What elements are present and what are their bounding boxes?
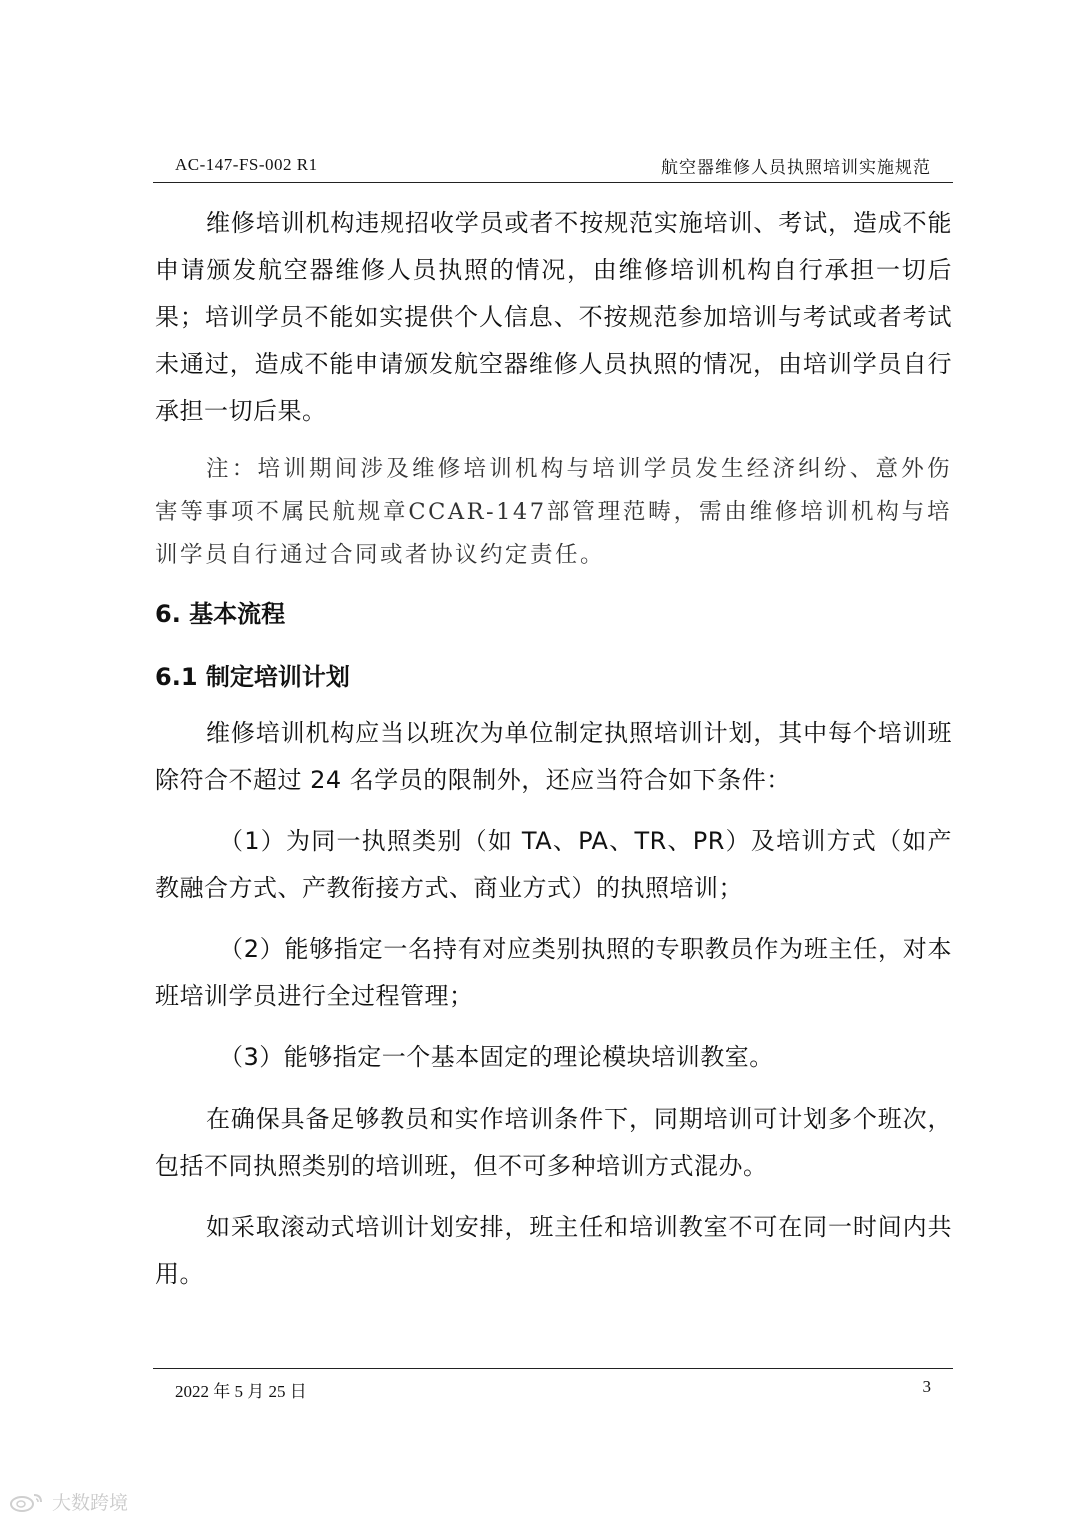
section-heading-6-1: 6.1 制定培训计划 (155, 663, 350, 691)
document-title: 航空器维修人员执照培训实施规范 (661, 157, 931, 178)
watermark-text: 大数跨境 (52, 1492, 129, 1514)
paragraph-multiple-classes: 在确保具备足够教员和实作培训条件下，同期培训可计划多个班次，包括不同执照类别的培训班，但不可多种培训方式混办。 (155, 1105, 952, 1180)
section-heading-6: 6. 基本流程 (155, 600, 286, 628)
weibo-logo-icon (8, 1491, 48, 1513)
paragraph-plan: 维修培训机构应当以班次为单位制定执照培训计划，其中每个培训班除符合不超过 24 名学员的限制外，还应当符合如下条件： (155, 719, 952, 794)
paragraph-responsibility: 维修培训机构违规招收学员或者不按规范实施培训、考试，造成不能申请颁发航空器维修人员执照的情况，由维修培训机构自行承担一切后果；培训学员不能如实提供个人信息、不按规范参加培训与考试或者考试未通过，造成不能申请颁发航空器维修人员执照的情况，由培训学员自行承担一切后果。 (155, 209, 952, 425)
page-number: 3 (922, 1377, 931, 1396)
list-item-condition-1: （1）为同一执照类别（如 TA、PA、TR、PR）及培训方式（如产教融合方式、产教衔接方式、商业方式）的执照培训； (155, 827, 952, 902)
watermark (8, 1488, 128, 1515)
list-item-condition-3: （3）能够指定一个基本固定的理论模块培训教室。 (219, 1043, 774, 1071)
document-code: AC-147-FS-002 R1 (175, 155, 318, 174)
page-footer (153, 1368, 953, 1402)
footer-date: 2022 年 5 月 25 日 (175, 1382, 307, 1401)
page-header (153, 148, 953, 183)
list-item-condition-2: （2）能够指定一名持有对应类别执照的专职教员作为班主任，对本班培训学员进行全过程管理； (155, 935, 952, 1010)
paragraph-rolling-plan: 如采取滚动式培训计划安排，班主任和培训教室不可在同一时间内共用。 (155, 1213, 952, 1288)
paragraph-note: 注：培训期间涉及维修培训机构与培训学员发生经济纠纷、意外伤害等事项不属民航规章CCAR-147部管理范畴，需由维修培训机构与培训学员自行通过合同或者协议约定责任。 (155, 456, 952, 568)
